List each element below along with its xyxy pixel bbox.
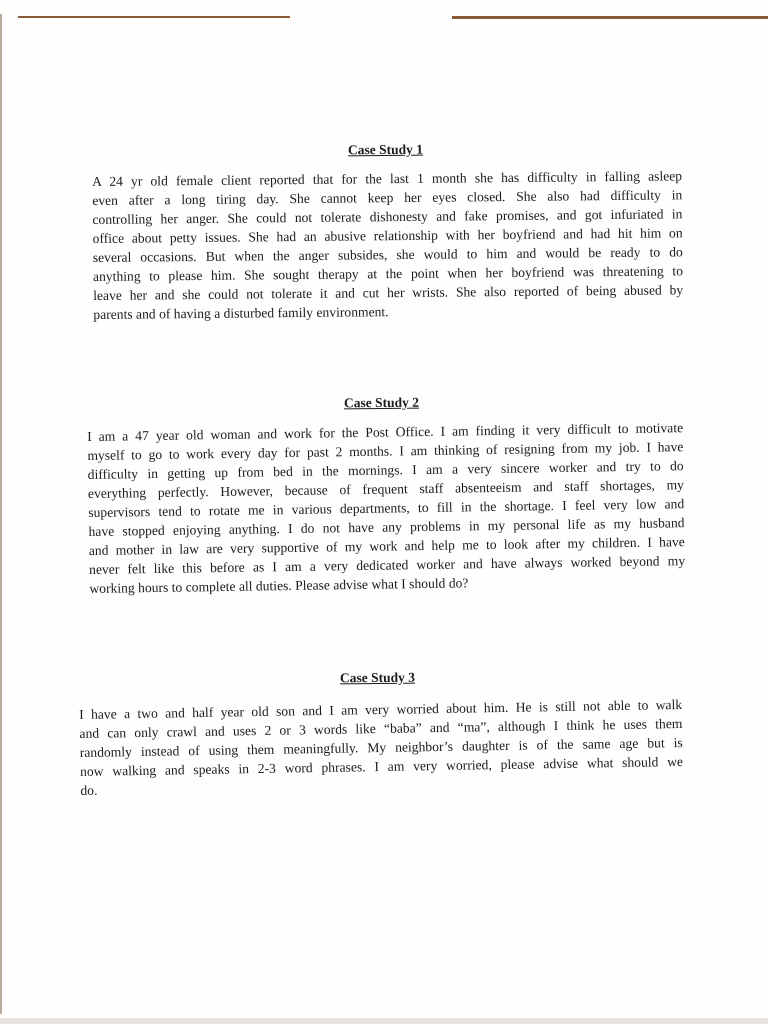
page-edge-left [0,14,2,1014]
case-study-2-line: never felt like this before as I am a very dedicated worker and have always worked beyond my [89,553,686,577]
case-study-1-line: controlling her anger. She could not tolerate dishonesty and fake promises, and got infuriated in [92,206,683,227]
case-study-1-line: even after a long tiring day. She cannot keep her eyes closed. She also had difficulty in [92,187,683,208]
case-study-2-line: difficulty in getting up from bed in the mornings. I am a very sincere worker and try to do [87,458,684,482]
case-study-3-line: and can only crawl and uses 2 or 3 words like “baba” and “ma”, although I think he uses them [79,715,683,741]
case-study-2-line: myself to go to work every day for past 2 months. I am thinking of resigning from my job. I have [87,439,684,463]
case-study-3-line: now walking and speaks in 2-3 word phrases. I am very worried, please advise what should we [79,753,684,779]
case-study-1-body [92,166,683,324]
page-edge-top-left [18,16,290,18]
case-study-3-line: I have a two and half year old son and I am very worried about him. He is still not able to walk [79,697,683,722]
case-study-2-body [87,418,685,598]
case-study-3-line: do. [80,782,98,798]
page-edge-bottom [0,1018,768,1024]
case-study-2-title: Case Study 2 [343,394,420,411]
case-study-1-line: A 24 yr old female client reported that for the last 1 month she has difficulty in falling asleep [92,168,683,189]
case-study-2-line: I am a 47 year old woman and work for the Post Office. I am finding it very difficult to motivate [87,420,684,444]
page-edge-top-right [452,16,768,19]
case-study-3-line: randomly instead of using them meaningfully. My neighbor’s daughter is of the same age but is [79,734,683,760]
case-study-2-line: working hours to complete all duties. Please advise what I should do? [89,575,469,596]
case-study-1-line: parents and of having a disturbed family environment. [93,304,389,322]
case-study-1-line: leave her and she could not tolerate it and cut her wrists. She also reported of being abused by [93,282,684,303]
case-study-1-line: several occasions. But when the anger subsides, she would to him and would be ready to do [92,244,683,265]
case-study-1-title: Case Study 1 [347,141,424,158]
case-study-2-line: and mother in law are very supportive of my work and help me to look after my children. I have [88,534,685,558]
case-study-2-line: everything perfectly. However, because of frequent staff absenteeism and staff shortages, my [87,477,685,501]
case-study-2-line: have stopped enjoying anything. I do not have any problems in my personal life as my husband [88,515,685,539]
case-study-2-line: supervisors tend to rotate me in various departments, to fill in the shortage. I feel very low and [88,496,685,520]
case-study-3-title: Case Study 3 [339,669,416,686]
case-study-1-line: office about petty issues. She had an abusive relationship with her boyfriend and had hit him on [92,225,683,246]
case-study-1-line: anything to please him. She sought therapy at the point when her boyfriend was threatening to [92,263,684,284]
case-study-3-body [79,695,683,800]
